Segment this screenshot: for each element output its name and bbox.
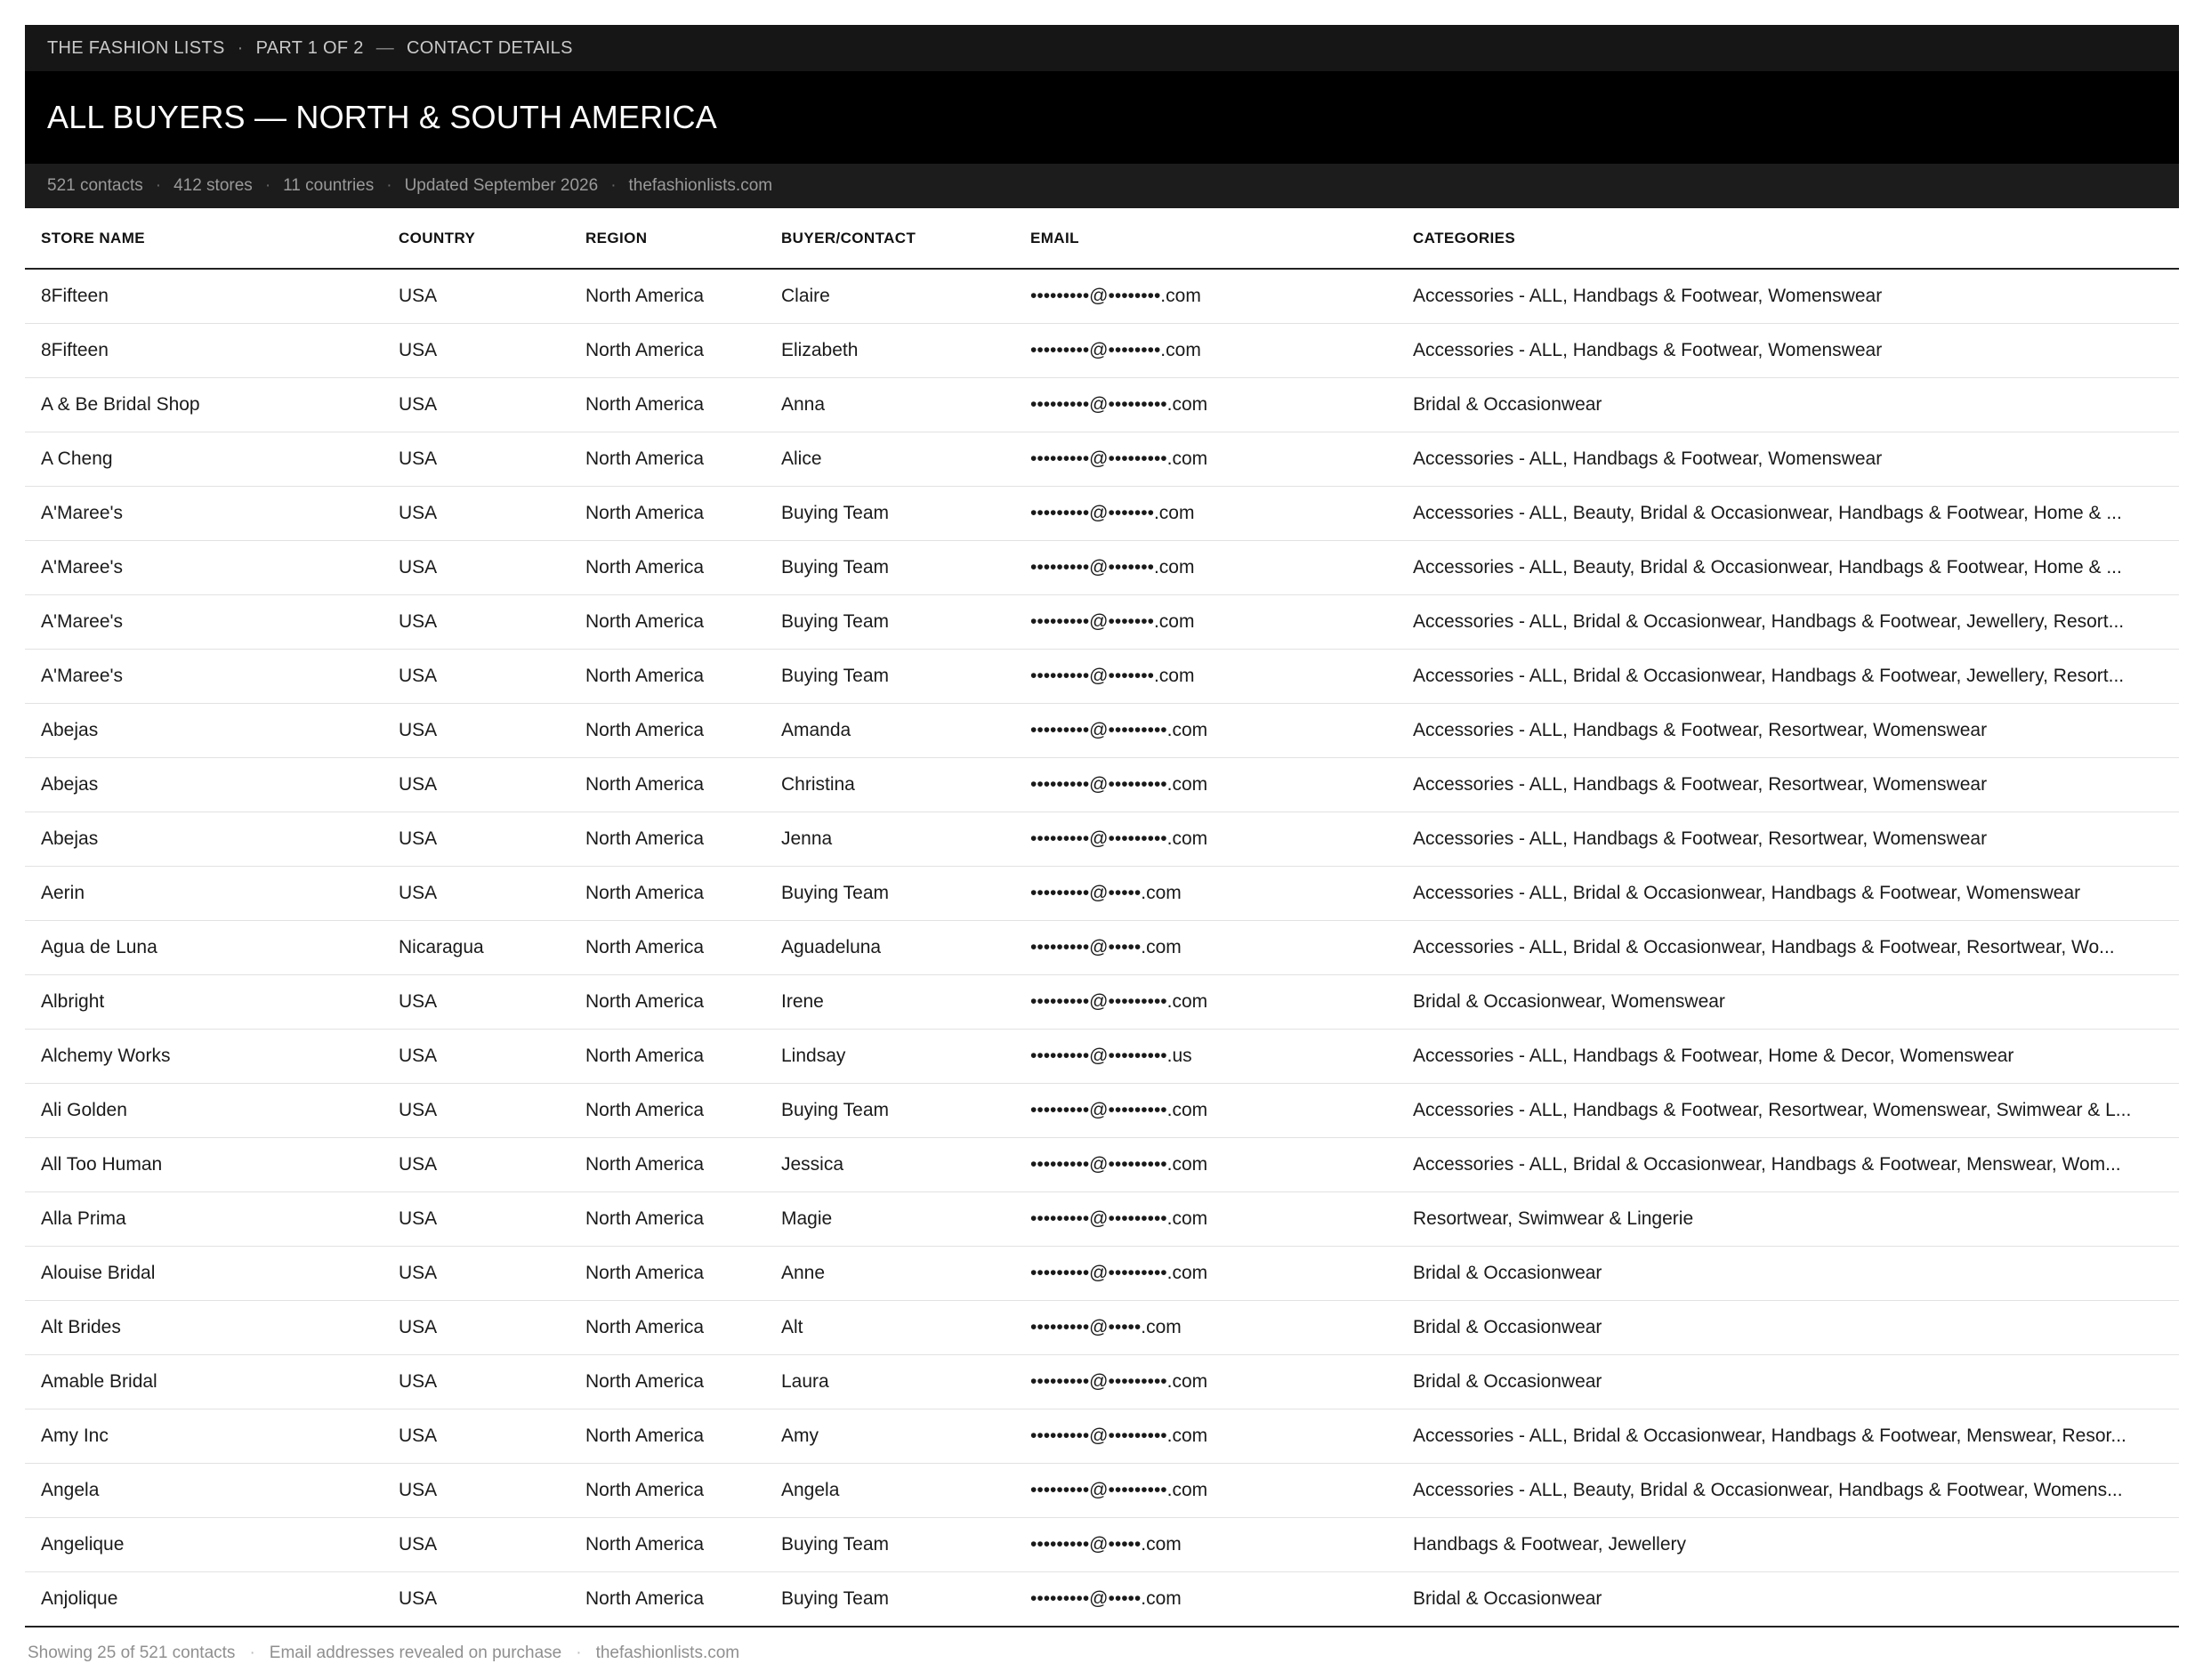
- cell-email: •••••••••@•••••••••.com: [1030, 720, 1208, 740]
- cell-region: North America: [585, 828, 705, 849]
- section-label: CONTACT DETAILS: [407, 37, 573, 58]
- column-header-country: COUNTRY: [399, 229, 476, 246]
- cell-store-name: Agua de Luna: [41, 937, 157, 957]
- cell-store-name: Alt Brides: [41, 1317, 121, 1337]
- table-row: [25, 1464, 2179, 1518]
- table-row: [25, 1030, 2179, 1084]
- cell-store-name: Alla Prima: [41, 1208, 126, 1229]
- cell-buyer-contact: Amanda: [781, 720, 851, 740]
- cell-region: North America: [585, 991, 705, 1012]
- cell-region: North America: [585, 1100, 705, 1120]
- cell-email: •••••••••@•••••••.com: [1030, 666, 1195, 686]
- cell-store-name: 8Fifteen: [41, 286, 109, 306]
- cell-region: North America: [585, 611, 705, 632]
- cell-buyer-contact: Anna: [781, 394, 826, 415]
- table-row: [25, 1301, 2179, 1355]
- cell-country: USA: [399, 1426, 438, 1446]
- cell-country: USA: [399, 1263, 438, 1283]
- cell-country: USA: [399, 883, 438, 903]
- cell-store-name: Alchemy Works: [41, 1046, 171, 1066]
- cell-region: North America: [585, 394, 705, 415]
- table-row: [25, 541, 2179, 595]
- table-row: [25, 1355, 2179, 1409]
- cell-country: USA: [399, 448, 438, 469]
- cell-buyer-contact: Aguadeluna: [781, 937, 882, 957]
- table-row: [25, 1138, 2179, 1192]
- cell-email: •••••••••@•••••.com: [1030, 1317, 1182, 1337]
- cell-categories: Accessories - ALL, Handbags & Footwear, Resortwear, Womenswear: [1413, 774, 1988, 795]
- cell-email: •••••••••@•••••••••.com: [1030, 774, 1208, 795]
- cell-buyer-contact: Alt: [781, 1317, 803, 1337]
- cell-categories: Accessories - ALL, Handbags & Footwear, Womenswear: [1413, 340, 1883, 360]
- cell-buyer-contact: Magie: [781, 1208, 833, 1229]
- cell-email: •••••••••@•••••••••.com: [1030, 1426, 1208, 1446]
- cell-store-name: A'Maree's: [41, 503, 124, 523]
- column-header-email: EMAIL: [1030, 229, 1079, 246]
- cell-country: USA: [399, 1371, 438, 1392]
- cell-buyer-contact: Buying Team: [781, 883, 890, 903]
- cell-categories: Accessories - ALL, Bridal & Occasionwear, Handbags & Footwear, Jewellery, Resort...: [1413, 611, 2125, 632]
- cell-region: North America: [585, 557, 705, 578]
- table-row: [25, 270, 2179, 324]
- cell-buyer-contact: Claire: [781, 286, 830, 306]
- cell-buyer-contact: Amy: [781, 1426, 819, 1446]
- cell-email: •••••••••@•••••••.com: [1030, 557, 1195, 578]
- cell-buyer-contact: Laura: [781, 1371, 829, 1392]
- top-bar: [25, 25, 2179, 71]
- cell-buyer-contact: Buying Team: [781, 1534, 890, 1555]
- cell-region: North America: [585, 1154, 705, 1175]
- cell-categories: Bridal & Occasionwear: [1413, 1317, 1602, 1337]
- cell-store-name: Alouise Bridal: [41, 1263, 156, 1283]
- cell-store-name: Abejas: [41, 720, 99, 740]
- cell-country: USA: [399, 828, 438, 849]
- column-header-region: REGION: [585, 229, 648, 246]
- cell-categories: Accessories - ALL, Bridal & Occasionwear, Handbags & Footwear, Resortwear, Wo...: [1413, 937, 2115, 957]
- cell-categories: Accessories - ALL, Handbags & Footwear, Resortwear, Womenswear: [1413, 828, 1988, 849]
- cell-email: •••••••••@•••••••.com: [1030, 611, 1195, 632]
- cell-buyer-contact: Jessica: [781, 1154, 844, 1175]
- cell-categories: Accessories - ALL, Bridal & Occasionwear, Handbags & Footwear, Jewellery, Resort...: [1413, 666, 2125, 686]
- table-row: [25, 378, 2179, 432]
- cell-buyer-contact: Jenna: [781, 828, 833, 849]
- cell-categories: Accessories - ALL, Handbags & Footwear, Resortwear, Womenswear, Swimwear & L...: [1413, 1100, 2132, 1120]
- table-row: [25, 921, 2179, 975]
- cell-store-name: Albright: [41, 991, 105, 1012]
- cell-region: North America: [585, 1426, 705, 1446]
- cell-region: North America: [585, 286, 705, 306]
- cell-buyer-contact: Buying Team: [781, 611, 890, 632]
- table-row: [25, 758, 2179, 812]
- cell-store-name: A'Maree's: [41, 666, 124, 686]
- table-row: [25, 867, 2179, 921]
- separator-dash: —: [375, 37, 394, 58]
- cell-categories: Accessories - ALL, Handbags & Footwear, Womenswear: [1413, 286, 1883, 306]
- cell-region: North America: [585, 340, 705, 360]
- brand-label: THE FASHION LISTS: [47, 37, 225, 58]
- table-row: [25, 432, 2179, 487]
- cell-store-name: Abejas: [41, 828, 99, 849]
- cell-buyer-contact: Buying Team: [781, 666, 890, 686]
- cell-buyer-contact: Christina: [781, 774, 855, 795]
- cell-store-name: Abejas: [41, 774, 99, 795]
- cell-region: North America: [585, 1371, 705, 1392]
- cell-region: North America: [585, 1534, 705, 1555]
- separator-dot: ·: [386, 176, 392, 195]
- cell-country: USA: [399, 720, 438, 740]
- cell-store-name: A'Maree's: [41, 611, 124, 632]
- table-row: [25, 1409, 2179, 1464]
- cell-categories: Accessories - ALL, Beauty, Bridal & Occasionwear, Handbags & Footwear, Home & ...: [1413, 557, 2122, 578]
- contacts-table: [25, 208, 2179, 1628]
- cell-store-name: A Cheng: [41, 448, 113, 469]
- separator-dot: ·: [249, 1644, 255, 1662]
- cell-email: •••••••••@•••••••••.com: [1030, 1263, 1208, 1283]
- cell-region: North America: [585, 1588, 705, 1609]
- cell-country: Nicaragua: [399, 937, 484, 957]
- cell-country: USA: [399, 1317, 438, 1337]
- cell-buyer-contact: Anne: [781, 1263, 826, 1283]
- cell-buyer-contact: Lindsay: [781, 1046, 846, 1066]
- table-row: [25, 812, 2179, 867]
- cell-email: •••••••••@•••••••.com: [1030, 503, 1195, 523]
- cell-email: •••••••••@•••••••••.us: [1030, 1046, 1192, 1066]
- footer-showing-count: Showing 25 of 521 contacts: [28, 1644, 236, 1662]
- cell-categories: Accessories - ALL, Bridal & Occasionwear, Handbags & Footwear, Womenswear: [1413, 883, 2081, 903]
- cell-region: North America: [585, 1480, 705, 1500]
- column-header-store-name: STORE NAME: [41, 229, 146, 246]
- table-row: [25, 704, 2179, 758]
- cell-country: USA: [399, 286, 438, 306]
- cell-categories: Accessories - ALL, Beauty, Bridal & Occasionwear, Handbags & Footwear, Womens...: [1413, 1480, 2123, 1500]
- cell-categories: Handbags & Footwear, Jewellery: [1413, 1534, 1686, 1555]
- cell-region: North America: [585, 1208, 705, 1229]
- cell-country: USA: [399, 611, 438, 632]
- cell-country: USA: [399, 1480, 438, 1500]
- cell-buyer-contact: Irene: [781, 991, 824, 1012]
- table-row: [25, 1084, 2179, 1138]
- cell-store-name: Anjolique: [41, 1588, 118, 1609]
- cell-categories: Bridal & Occasionwear: [1413, 394, 1602, 415]
- table-row: [25, 650, 2179, 704]
- cell-email: •••••••••@••••••••.com: [1030, 340, 1201, 360]
- cell-country: USA: [399, 557, 438, 578]
- meta-bar: [25, 164, 2179, 208]
- table-row: [25, 595, 2179, 650]
- cell-store-name: Aerin: [41, 883, 85, 903]
- page-footer: [25, 1628, 2179, 1679]
- cell-region: North America: [585, 774, 705, 795]
- cell-buyer-contact: Alice: [781, 448, 822, 469]
- cell-email: •••••••••@•••••.com: [1030, 937, 1182, 957]
- cell-categories: Resortwear, Swimwear & Lingerie: [1413, 1208, 1694, 1229]
- cell-country: USA: [399, 666, 438, 686]
- cell-country: USA: [399, 394, 438, 415]
- meta-website: thefashionlists.com: [628, 176, 773, 195]
- cell-region: North America: [585, 503, 705, 523]
- meta-countries: 11 countries: [283, 176, 375, 195]
- separator-dot: ·: [264, 176, 271, 195]
- cell-country: USA: [399, 503, 438, 523]
- cell-store-name: A & Be Bridal Shop: [41, 394, 200, 415]
- cell-region: North America: [585, 720, 705, 740]
- separator-dot: ·: [237, 37, 244, 58]
- cell-country: USA: [399, 1154, 438, 1175]
- table-row: [25, 1572, 2179, 1628]
- cell-country: USA: [399, 1588, 438, 1609]
- meta-contacts: 521 contacts: [47, 176, 143, 195]
- cell-email: •••••••••@•••••.com: [1030, 883, 1182, 903]
- table-row: [25, 1518, 2179, 1572]
- cell-region: North America: [585, 1046, 705, 1066]
- table-row: [25, 975, 2179, 1030]
- cell-email: •••••••••@•••••••••.com: [1030, 1100, 1208, 1120]
- cell-region: North America: [585, 937, 705, 957]
- cell-region: North America: [585, 883, 705, 903]
- cell-email: •••••••••@•••••••••.com: [1030, 448, 1208, 469]
- cell-email: •••••••••@••••••••.com: [1030, 286, 1201, 306]
- cell-categories: Bridal & Occasionwear, Womenswear: [1413, 991, 1725, 1012]
- cell-store-name: Angelique: [41, 1534, 125, 1555]
- cell-email: •••••••••@•••••••••.com: [1030, 991, 1208, 1012]
- cell-store-name: 8Fifteen: [41, 340, 109, 360]
- cell-country: USA: [399, 340, 438, 360]
- separator-dot: ·: [610, 176, 617, 195]
- table-row: [25, 1192, 2179, 1247]
- cell-categories: Accessories - ALL, Handbags & Footwear, Womenswear: [1413, 448, 1883, 469]
- cell-store-name: Amy Inc: [41, 1426, 109, 1446]
- cell-store-name: All Too Human: [41, 1154, 163, 1175]
- cell-buyer-contact: Angela: [781, 1480, 840, 1500]
- cell-buyer-contact: Buying Team: [781, 1100, 890, 1120]
- cell-categories: Accessories - ALL, Bridal & Occasionwear, Handbags & Footwear, Menswear, Resor...: [1413, 1426, 2126, 1446]
- cell-email: •••••••••@•••••.com: [1030, 1534, 1182, 1555]
- meta-updated: Updated September 2026: [404, 176, 599, 195]
- cell-country: USA: [399, 1100, 438, 1120]
- cell-categories: Accessories - ALL, Handbags & Footwear, Home & Decor, Womenswear: [1413, 1046, 2014, 1066]
- cell-buyer-contact: Buying Team: [781, 557, 890, 578]
- cell-buyer-contact: Buying Team: [781, 503, 890, 523]
- footer-website: thefashionlists.com: [595, 1644, 740, 1662]
- page-title: ALL BUYERS — NORTH & SOUTH AMERICA: [47, 99, 717, 135]
- cell-region: North America: [585, 1317, 705, 1337]
- cell-country: USA: [399, 1208, 438, 1229]
- table-row: [25, 1247, 2179, 1301]
- separator-dot: ·: [155, 176, 162, 195]
- column-header-categories: CATEGORIES: [1413, 229, 1516, 246]
- cell-categories: Bridal & Occasionwear: [1413, 1371, 1602, 1392]
- title-bar: [25, 71, 2179, 164]
- column-header-buyer-contact: BUYER/CONTACT: [781, 229, 916, 246]
- cell-buyer-contact: Elizabeth: [781, 340, 859, 360]
- cell-categories: Accessories - ALL, Handbags & Footwear, Resortwear, Womenswear: [1413, 720, 1988, 740]
- cell-region: North America: [585, 666, 705, 686]
- meta-stores: 412 stores: [173, 176, 253, 195]
- cell-email: •••••••••@•••••••••.com: [1030, 394, 1208, 415]
- cell-categories: Accessories - ALL, Bridal & Occasionwear, Handbags & Footwear, Menswear, Wom...: [1413, 1154, 2121, 1175]
- table-row: [25, 487, 2179, 541]
- cell-country: USA: [399, 1046, 438, 1066]
- cell-categories: Bridal & Occasionwear: [1413, 1263, 1602, 1283]
- cell-region: North America: [585, 448, 705, 469]
- table-row: [25, 324, 2179, 378]
- cell-email: •••••••••@•••••••••.com: [1030, 828, 1208, 849]
- cell-buyer-contact: Buying Team: [781, 1588, 890, 1609]
- separator-dot: ·: [576, 1644, 582, 1662]
- cell-country: USA: [399, 1534, 438, 1555]
- footer-email-note: Email addresses revealed on purchase: [269, 1644, 562, 1662]
- cell-email: •••••••••@•••••••••.com: [1030, 1371, 1208, 1392]
- cell-email: •••••••••@•••••••••.com: [1030, 1208, 1208, 1229]
- table-header-row: [25, 208, 2179, 270]
- document-page: [25, 25, 2179, 1679]
- cell-email: •••••••••@•••••••••.com: [1030, 1154, 1208, 1175]
- cell-categories: Accessories - ALL, Beauty, Bridal & Occasionwear, Handbags & Footwear, Home & ...: [1413, 503, 2122, 523]
- cell-email: •••••••••@•••••••••.com: [1030, 1480, 1208, 1500]
- cell-store-name: Amable Bridal: [41, 1371, 157, 1392]
- cell-country: USA: [399, 774, 438, 795]
- part-label: PART 1 OF 2: [255, 37, 364, 58]
- cell-store-name: A'Maree's: [41, 557, 124, 578]
- cell-country: USA: [399, 991, 438, 1012]
- cell-region: North America: [585, 1263, 705, 1283]
- cell-categories: Bridal & Occasionwear: [1413, 1588, 1602, 1609]
- cell-store-name: Ali Golden: [41, 1100, 127, 1120]
- cell-email: •••••••••@•••••.com: [1030, 1588, 1182, 1609]
- cell-store-name: Angela: [41, 1480, 100, 1500]
